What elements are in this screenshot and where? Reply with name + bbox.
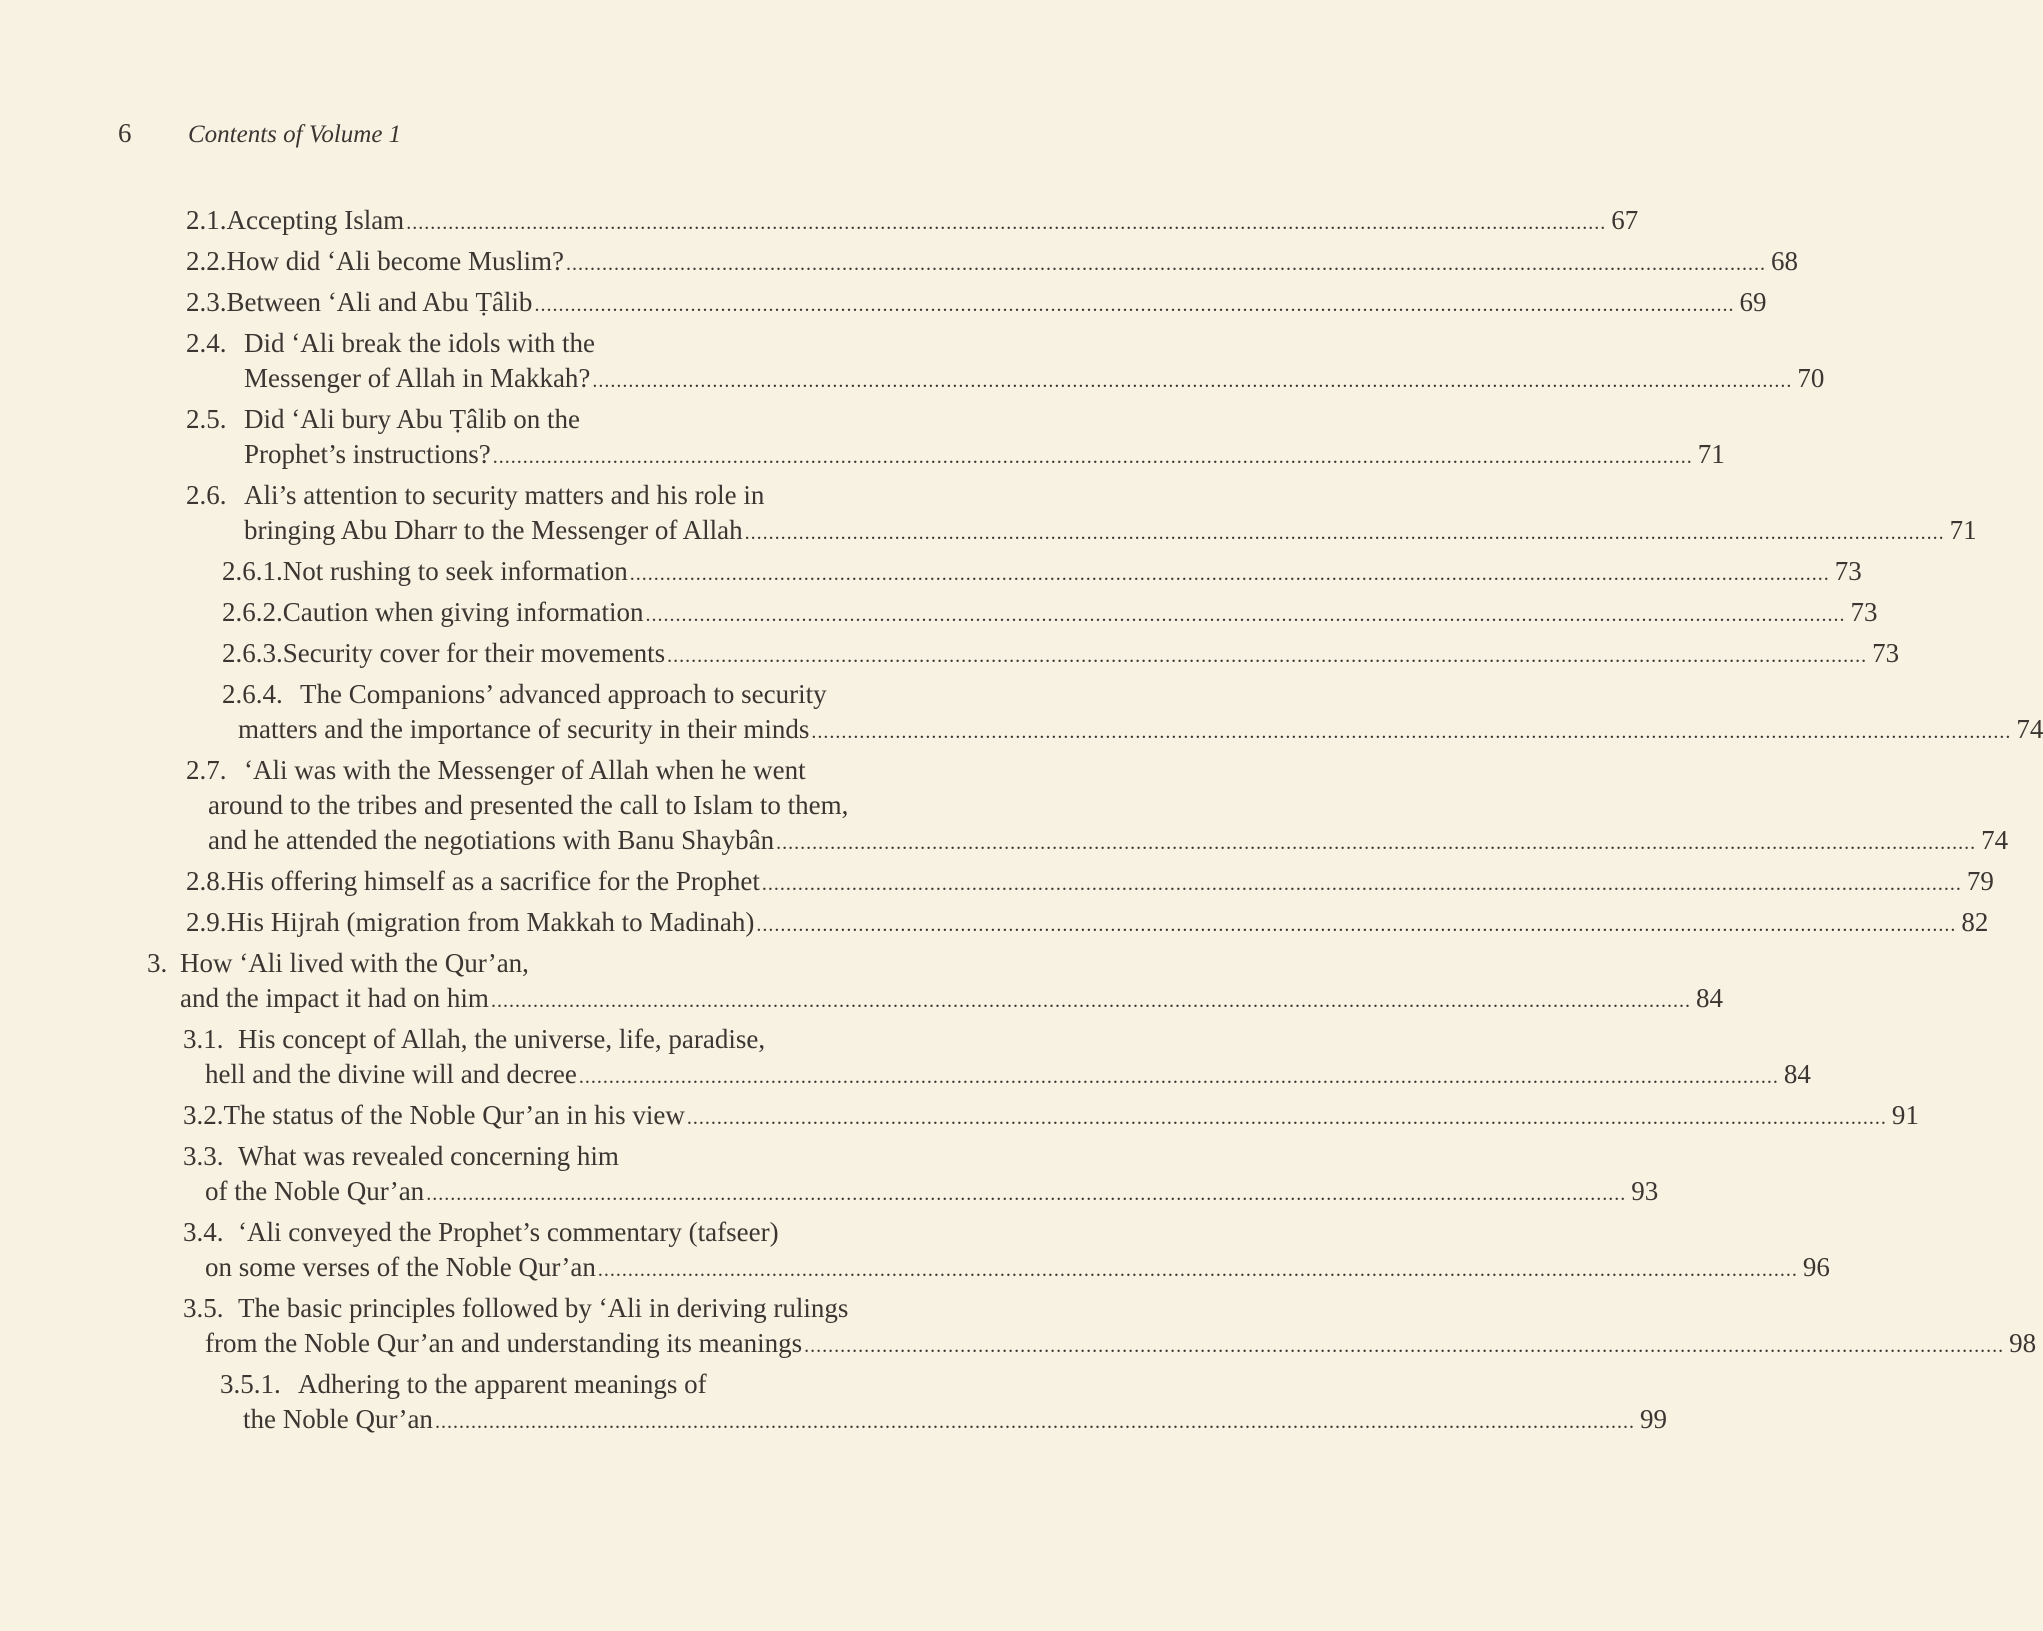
entry-page-number: 71 (1949, 515, 1977, 545)
entry-number: 2.5. (186, 404, 227, 434)
toc-line (0, 478, 903, 513)
toc-entry[interactable] (0, 905, 1989, 940)
dot-leader: ........................................................................................................................................................................................................ (811, 721, 2012, 743)
entry-title: Caution when giving information (282, 597, 644, 627)
dot-leader: ........................................................................................................................................................................................................ (667, 645, 1868, 667)
toc-line (0, 823, 2009, 858)
entry-title: Adhering to the apparent meanings of (298, 1369, 707, 1399)
toc-entry[interactable] (0, 402, 1725, 472)
entry-number: 2.6. (186, 480, 227, 510)
toc-line (0, 636, 1900, 671)
toc-line (0, 595, 1878, 630)
entry-title: and the impact it had on him (180, 983, 489, 1013)
toc-line (0, 402, 903, 437)
entry-title: The Companions’ advanced approach to security (300, 679, 827, 709)
entry-number: 2.8. (186, 866, 227, 896)
entry-page-number: 74 (2016, 714, 2043, 744)
entry-number: 2.7. (186, 755, 227, 785)
running-header (118, 118, 401, 149)
toc-line (0, 513, 1977, 548)
entry-page-number: 74 (1981, 825, 2009, 855)
entry-page-number: 91 (1891, 1100, 1919, 1130)
dot-leader: ........................................................................................................................................................................................................ (686, 1107, 1887, 1129)
toc-entry[interactable] (0, 285, 1767, 320)
entry-title: and he attended the negotiations with Banu Shaybân (208, 825, 775, 855)
entry-page-number: 99 (1639, 1404, 1667, 1434)
toc-line (0, 1215, 903, 1250)
dot-leader: ........................................................................................................................................................................................................ (578, 1066, 1779, 1088)
entry-number: 3.5. (183, 1293, 224, 1323)
entry-title: His Hijrah (migration from Makkah to Madinah) (226, 907, 755, 937)
toc-entry[interactable] (0, 1215, 1830, 1285)
page-number: 6 (118, 118, 132, 148)
toc-line (0, 326, 903, 361)
entry-title: Did ‘Ali bury Abu Ṭâlib on the (244, 404, 580, 434)
dot-leader: ........................................................................................................................................................................................................ (426, 1183, 1627, 1205)
toc-line (0, 905, 1989, 940)
entry-number: 3.1. (183, 1024, 224, 1054)
entry-title: The status of the Noble Qur’an in his view (223, 1100, 685, 1130)
entry-title: Between ‘Ali and Abu Ṭâlib (226, 287, 533, 317)
toc-entry[interactable] (0, 1098, 1919, 1133)
toc-entry[interactable] (0, 677, 2043, 747)
entry-number: 2.6.3. (222, 638, 283, 668)
toc-entry[interactable] (0, 478, 1977, 548)
dot-leader: ........................................................................................................................................................................................................ (761, 873, 1962, 895)
entry-page-number: 96 (1802, 1252, 1830, 1282)
entry-page-number: 68 (1770, 246, 1798, 276)
entry-number: 2.6.2. (222, 597, 283, 627)
entry-number: 3.4. (183, 1217, 224, 1247)
toc-entry[interactable] (0, 946, 1723, 1016)
toc-entry[interactable] (0, 1022, 1811, 1092)
entry-title: Accepting Islam (226, 205, 405, 235)
toc-entry[interactable] (0, 1139, 1659, 1209)
entry-title: matters and the importance of security in their minds (238, 714, 810, 744)
toc-entry[interactable] (0, 1291, 2037, 1361)
toc-entry[interactable] (0, 636, 1900, 671)
entry-number: 2.1. (186, 205, 227, 235)
dot-leader: ........................................................................................................................................................................................................ (804, 1335, 2005, 1357)
toc-line (0, 677, 903, 712)
toc-line (0, 712, 2043, 747)
entry-title: of the Noble Qur’an (205, 1176, 425, 1206)
entry-title: ‘Ali conveyed the Prophet’s commentary (tafseer) (238, 1217, 779, 1247)
toc-entry[interactable] (0, 203, 1639, 238)
dot-leader: ........................................................................................................................................................................................................ (565, 253, 1766, 275)
entry-title: hell and the divine will and decree (205, 1059, 577, 1089)
toc-line (0, 203, 1639, 238)
toc-line (0, 1022, 903, 1057)
entry-title: from the Noble Qur’an and understanding its meanings (205, 1328, 803, 1358)
entry-title: His offering himself as a sacrifice for the Prophet (226, 866, 760, 896)
entry-page-number: 69 (1739, 287, 1767, 317)
dot-leader: ........................................................................................................................................................................................................ (744, 522, 1945, 544)
toc-line (0, 285, 1767, 320)
entry-page-number: 73 (1872, 638, 1900, 668)
entry-number: 3.2. (183, 1100, 224, 1130)
dot-leader: ........................................................................................................................................................................................................ (592, 370, 1793, 392)
entry-title: What was revealed concerning him (238, 1141, 619, 1171)
toc-line (0, 1057, 1811, 1092)
toc-line (0, 1326, 2037, 1361)
dot-leader: ........................................................................................................................................................................................................ (406, 212, 1607, 234)
entry-number: 2.6.4. (222, 679, 283, 709)
entry-title: The basic principles followed by ‘Ali in deriving rulings (238, 1293, 849, 1323)
entry-number: 2.4. (186, 328, 227, 358)
toc-line (0, 1291, 903, 1326)
entry-number: 3.5.1. (220, 1369, 281, 1399)
entry-page-number: 73 (1850, 597, 1878, 627)
toc-line (0, 1174, 1659, 1209)
toc-line (0, 1250, 1830, 1285)
dot-leader: ........................................................................................................................................................................................................ (776, 832, 1977, 854)
entry-title: How ‘Ali lived with the Qur’an, (180, 948, 529, 978)
entry-title: Not rushing to seek information (282, 556, 628, 586)
entry-page-number: 70 (1797, 363, 1825, 393)
toc-entry[interactable] (0, 1367, 1667, 1437)
entry-title: bringing Abu Dharr to the Messenger of Allah (244, 515, 743, 545)
toc-line (0, 981, 1723, 1016)
dot-leader: ........................................................................................................................................................................................................ (434, 1411, 1635, 1433)
dot-leader: ........................................................................................................................................................................................................ (490, 990, 1691, 1012)
toc-entry[interactable] (0, 326, 1825, 396)
dot-leader: ........................................................................................................................................................................................................ (756, 914, 1957, 936)
entry-title: Security cover for their movements (282, 638, 666, 668)
dot-leader: ........................................................................................................................................................................................................ (492, 446, 1693, 468)
entry-page-number: 79 (1966, 866, 1994, 896)
entry-page-number: 98 (2009, 1328, 2037, 1358)
table-of-contents (0, 203, 2043, 1437)
entry-title: His concept of Allah, the universe, life, paradise, (238, 1024, 766, 1054)
running-title: Contents of Volume 1 (188, 121, 402, 148)
toc-line (0, 1402, 1667, 1437)
entry-title: Did ‘Ali break the idols with the (244, 328, 595, 358)
entry-title: Messenger of Allah in Makkah? (244, 363, 591, 393)
entry-title: ‘Ali was with the Messenger of Allah when he went (244, 755, 806, 785)
dot-leader: ........................................................................................................................................................................................................ (629, 563, 1830, 585)
entry-page-number: 71 (1697, 439, 1725, 469)
entry-title: Ali’s attention to security matters and his role in (244, 480, 765, 510)
toc-entry[interactable] (0, 595, 1878, 630)
entry-page-number: 82 (1961, 907, 1989, 937)
toc-line (0, 864, 1994, 899)
entry-number: 3. (147, 948, 168, 978)
entry-page-number: 84 (1783, 1059, 1811, 1089)
toc-entry[interactable] (0, 753, 2009, 858)
entry-page-number: 67 (1611, 205, 1639, 235)
toc-entry[interactable] (0, 864, 1994, 899)
toc-line (0, 946, 903, 981)
toc-line (0, 554, 1862, 589)
dot-leader: ........................................................................................................................................................................................................ (597, 1259, 1798, 1281)
entry-page-number: 93 (1631, 1176, 1659, 1206)
toc-line (0, 788, 903, 823)
entry-number: 3.3. (183, 1141, 224, 1171)
toc-line (0, 244, 1798, 279)
toc-entry[interactable] (0, 244, 1798, 279)
entry-number: 2.2. (186, 246, 227, 276)
toc-line (0, 1098, 1919, 1133)
toc-line (0, 361, 1825, 396)
entry-page-number: 84 (1695, 983, 1723, 1013)
entry-title: around to the tribes and presented the call to Islam to them, (208, 790, 849, 820)
entry-number: 2.3. (186, 287, 227, 317)
dot-leader: ........................................................................................................................................................................................................ (534, 294, 1735, 316)
entry-title: on some verses of the Noble Qur’an (205, 1252, 596, 1282)
entry-page-number: 73 (1834, 556, 1862, 586)
toc-entry[interactable] (0, 554, 1862, 589)
toc-line (0, 1367, 903, 1402)
dot-leader: ........................................................................................................................................................................................................ (645, 604, 1846, 626)
toc-line (0, 753, 903, 788)
toc-line (0, 437, 1725, 472)
entry-title: How did ‘Ali become Muslim? (226, 246, 564, 276)
toc-line (0, 1139, 903, 1174)
entry-number: 2.9. (186, 907, 227, 937)
entry-number: 2.6.1. (222, 556, 283, 586)
entry-title: Prophet’s instructions? (244, 439, 491, 469)
entry-title: the Noble Qur’an (243, 1404, 433, 1434)
